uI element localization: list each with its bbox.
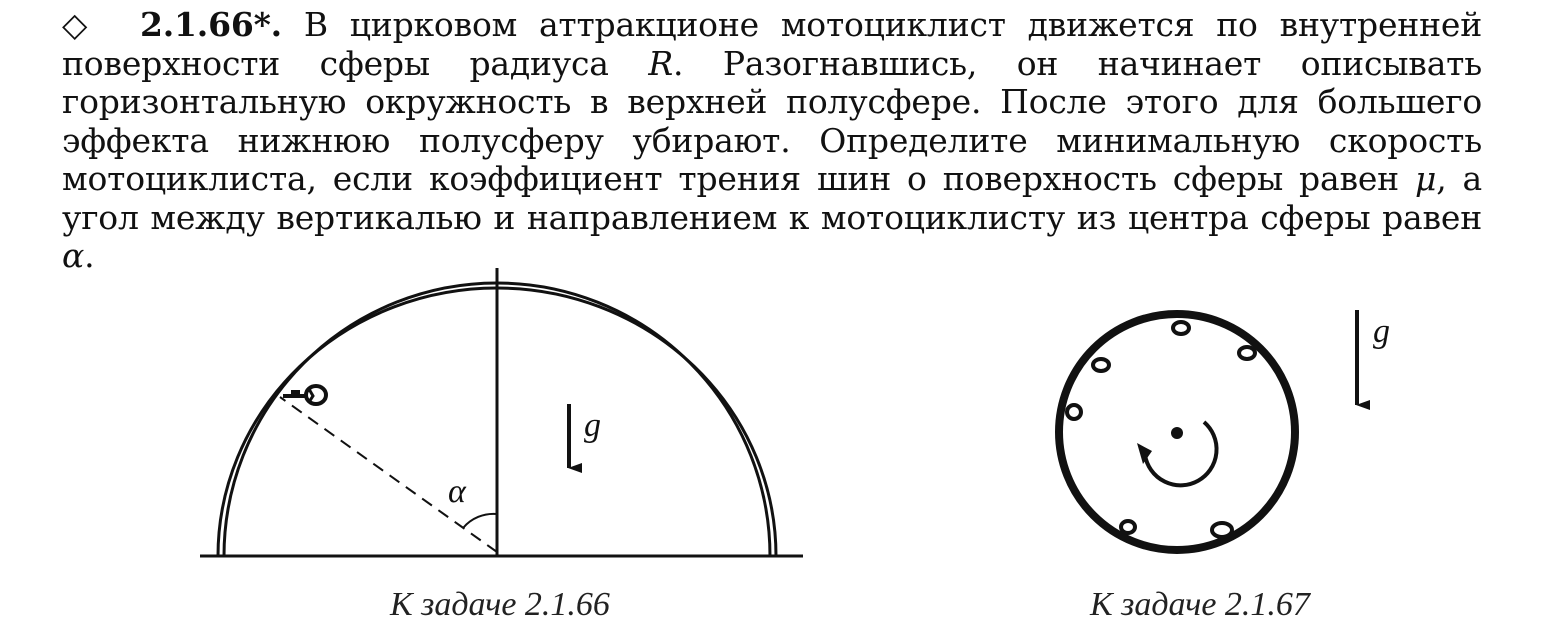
rider-icon: [1121, 521, 1135, 533]
problem-text-part1: В цирковом аттракционе мотоциклист движется по внутренней поверхности сферы радиуса: [62, 5, 1482, 83]
var-mu: μ: [1414, 159, 1437, 198]
var-r: R: [648, 43, 674, 83]
rider-icon: [1212, 523, 1232, 537]
rider-icon: [1067, 405, 1081, 419]
rider-marks: [1067, 322, 1255, 537]
rotation-arrowhead: [1137, 443, 1152, 464]
g-label-1: g: [584, 407, 601, 444]
figure-caption-2: К задаче 2.1.67: [1090, 586, 1310, 623]
diamond-marker: ◇: [62, 5, 88, 44]
rider-icon: [1173, 322, 1189, 334]
center-dot: [1171, 427, 1183, 439]
g-label-2: g: [1373, 313, 1390, 350]
rider-icon: [1093, 359, 1109, 371]
figure-caption-1: К задаче 2.1.66: [390, 586, 610, 623]
problem-number: 2.1.66*.: [140, 5, 282, 44]
alpha-angle-arc: [463, 514, 497, 528]
motorcycle-icon: [283, 386, 326, 404]
var-alpha: α: [62, 236, 85, 275]
problem-text-part2: . Разогнавшись, он начинает описывать горизонтальную окружность в верхней полусфере. После этого для большего эффекта нижнюю полусферу убирают. Определите минимальную скорость мотоциклиста, если коэффициент трения шин о поверхность сферы равен: [62, 43, 1482, 198]
rider-icon: [1239, 347, 1255, 359]
alpha-label: α: [448, 473, 466, 510]
hemisphere-figure: [200, 268, 803, 556]
problem-text-part3: , а угол между вертикалью и направлением к мотоциклисту из центра сферы равен: [62, 159, 1482, 237]
circle-figure: [1059, 310, 1390, 550]
problem-text-part4: .: [84, 236, 95, 275]
